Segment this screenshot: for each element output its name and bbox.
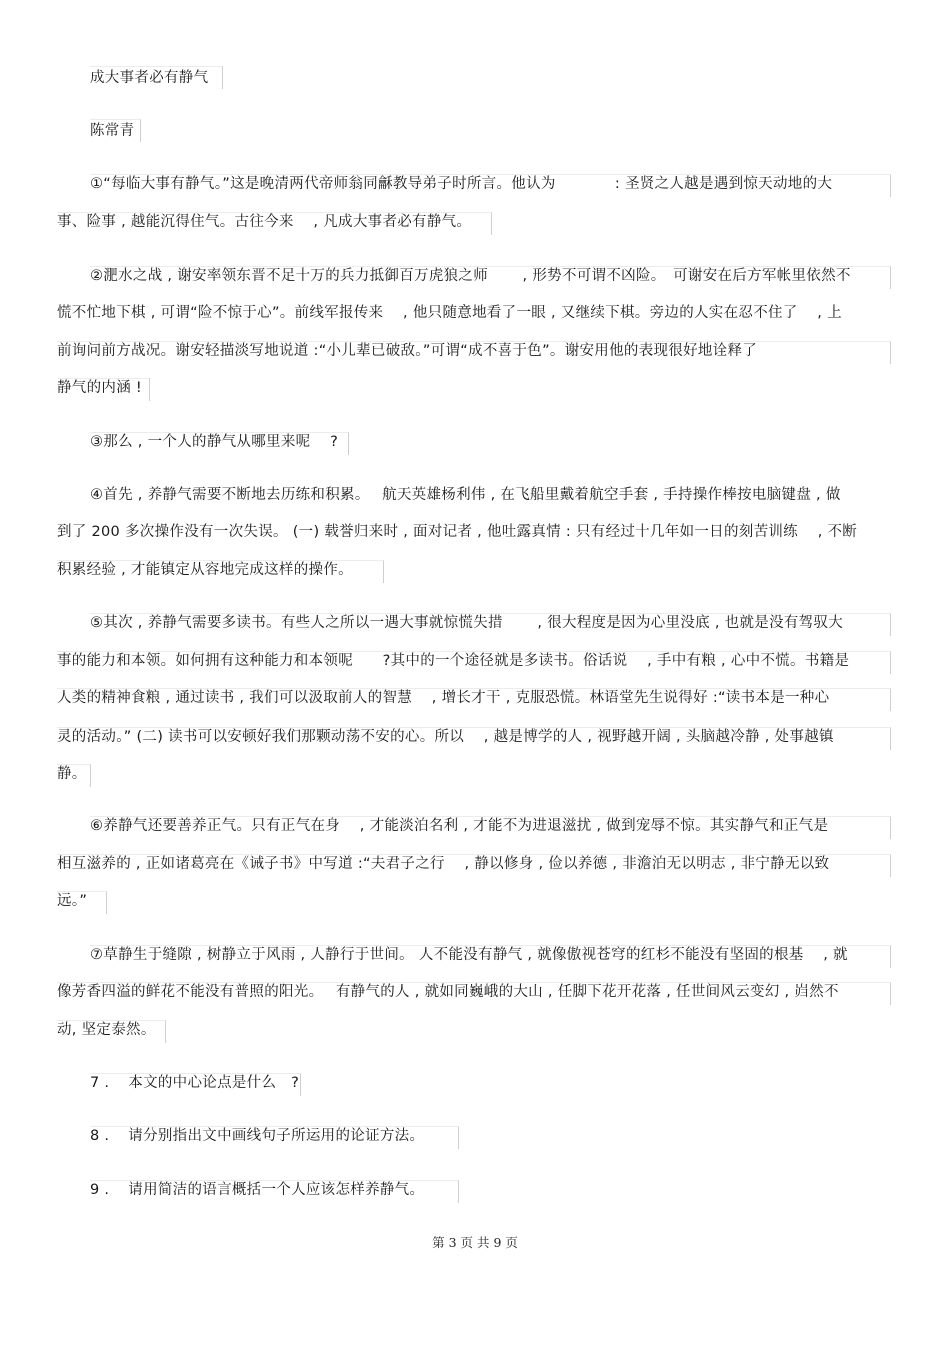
question-9 bbox=[90, 1180, 424, 1200]
paragraph-7-line-3: 动, 坚定泰然。 bbox=[57, 1022, 156, 1038]
paragraph-5-line-4: 灵的活动。” (二) 读书可以安顿好我们那颗动荡不安的心。所以 , 越是博学的人 , 视野越开阔 , 头脑越冷静 , 处事越镇 bbox=[57, 729, 834, 745]
question-text: 本文的中心论点是什么 ? bbox=[128, 1075, 300, 1091]
paragraph-4-line-3: 积累经验 , 才能镇定从容地完成这样的操作。 bbox=[57, 562, 353, 578]
paragraph-1-line-1: ①“每临大事有静气。”这是晚清两代帝师翁同龢教导弟子时所言。他认为 : 圣贤之人越是遇到惊天动地的大 bbox=[90, 176, 833, 192]
paragraph-5-line-3: 人类的精神食粮 , 通过读书 , 我们可以汲取前人的智慧 , 增长才干 , 克服恐慌。林语堂先生说得好 :“读书本是一种心 bbox=[57, 690, 830, 706]
paragraph-7-line-1: ⑦草静生于缝隙 , 树静立于风雨 , 人静行于世间。 人不能没有静气 , 就像傲视苍穹的红杉不能没有坚固的根基 , 就 bbox=[90, 947, 848, 963]
paragraph-5-line-1: ⑤其次 , 养静气需要多读书。有些人之所以一遇大事就惊慌失措 , 很大程度是因为心里没底 , 也就是没有驾驭大 bbox=[90, 615, 844, 631]
page-footer: 第 3 页 共 9 页 bbox=[432, 1235, 518, 1250]
question-text: 请用简洁的语言概括一个人应该怎样养静气。 bbox=[128, 1182, 425, 1198]
article-title: 成大事者必有静气 bbox=[90, 70, 209, 86]
question-text: 请分别指出文中画线句子所运用的论证方法。 bbox=[128, 1128, 425, 1144]
question-7 bbox=[90, 1073, 299, 1093]
paragraph-1-line-2: 事、险事 , 越能沉得住气。古往今来 , 凡成大事者必有静气。 bbox=[57, 214, 472, 230]
paragraph-7-line-2: 像芳香四溢的鲜花不能没有普照的阳光。 有静气的人 , 就如同巍峨的大山 , 任脚下花开花落 , 任世间风云变幻 , 岿然不 bbox=[57, 984, 839, 1000]
paragraph-6-line-2: 相互滋养的 , 正如诸葛亮在《诫子书》中写道 :“夫君子之行 , 静以修身 , 俭以养德 , 非澹泊无以明志 , 非宁静无以致 bbox=[57, 856, 830, 872]
paragraph-5-line-5: 静。 bbox=[57, 766, 87, 782]
paragraph-5-line-2: 事的能力和本领。如何拥有这种能力和本领呢 ?其中的一个途径就是多读书。俗话说 , 手中有粮 , 心中不慌。书籍是 bbox=[57, 653, 850, 669]
question-number: 9 . bbox=[90, 1182, 110, 1198]
paragraph-2-line-3: 前询问前方战况。谢安轻描淡写地说道 :“小儿辈已破敌。”可谓“成不喜于色”。谢安用他的表现很好地诠释了 bbox=[57, 343, 758, 359]
question-number: 7 . bbox=[90, 1075, 110, 1091]
paragraph-2-line-2: 慌不忙地下棋 , 可谓“险不惊于心”。前线军报传来 , 他只随意地看了一眼 , 又继续下棋。旁边的人实在忍不住了 , 上 bbox=[57, 305, 842, 321]
paragraph-4-line-2: 到了 200 多次操作没有一次失误。 (一) 载誉归来时 , 面对记者 , 他吐露真情 : 只有经过十几年如一日的刻苦训练 , 不断 bbox=[57, 524, 858, 540]
paragraph-4-line-1: ④首先 , 养静气需要不断地去历练和积累。 航天英雄杨利伟 , 在飞船里戴着航空手套 , 手持操作棒按电脑键盘 , 做 bbox=[90, 487, 841, 503]
paragraph-2-line-4: 静气的内涵 ! bbox=[57, 380, 143, 396]
article-author: 陈常青 bbox=[90, 123, 135, 139]
question-number: 8 . bbox=[90, 1128, 110, 1144]
paragraph-6-line-3: 远。” bbox=[57, 893, 88, 909]
paragraph-6-line-1: ⑥养静气还要善养正气。只有正气在身 , 才能淡泊名利 , 才能不为进退滋扰 , 做到宠辱不惊。其实静气和正气是 bbox=[90, 818, 829, 834]
paragraph-2-line-1: ②淝水之战 , 谢安率领东晋不足十万的兵力抵御百万虎狼之师 , 形势不可谓不凶险。 可谢安在后方军帐里依然不 bbox=[90, 268, 851, 284]
question-8 bbox=[90, 1126, 424, 1146]
paragraph-3-line-1: ③那么 , 一个人的静气从哪里来呢 ? bbox=[90, 434, 339, 450]
